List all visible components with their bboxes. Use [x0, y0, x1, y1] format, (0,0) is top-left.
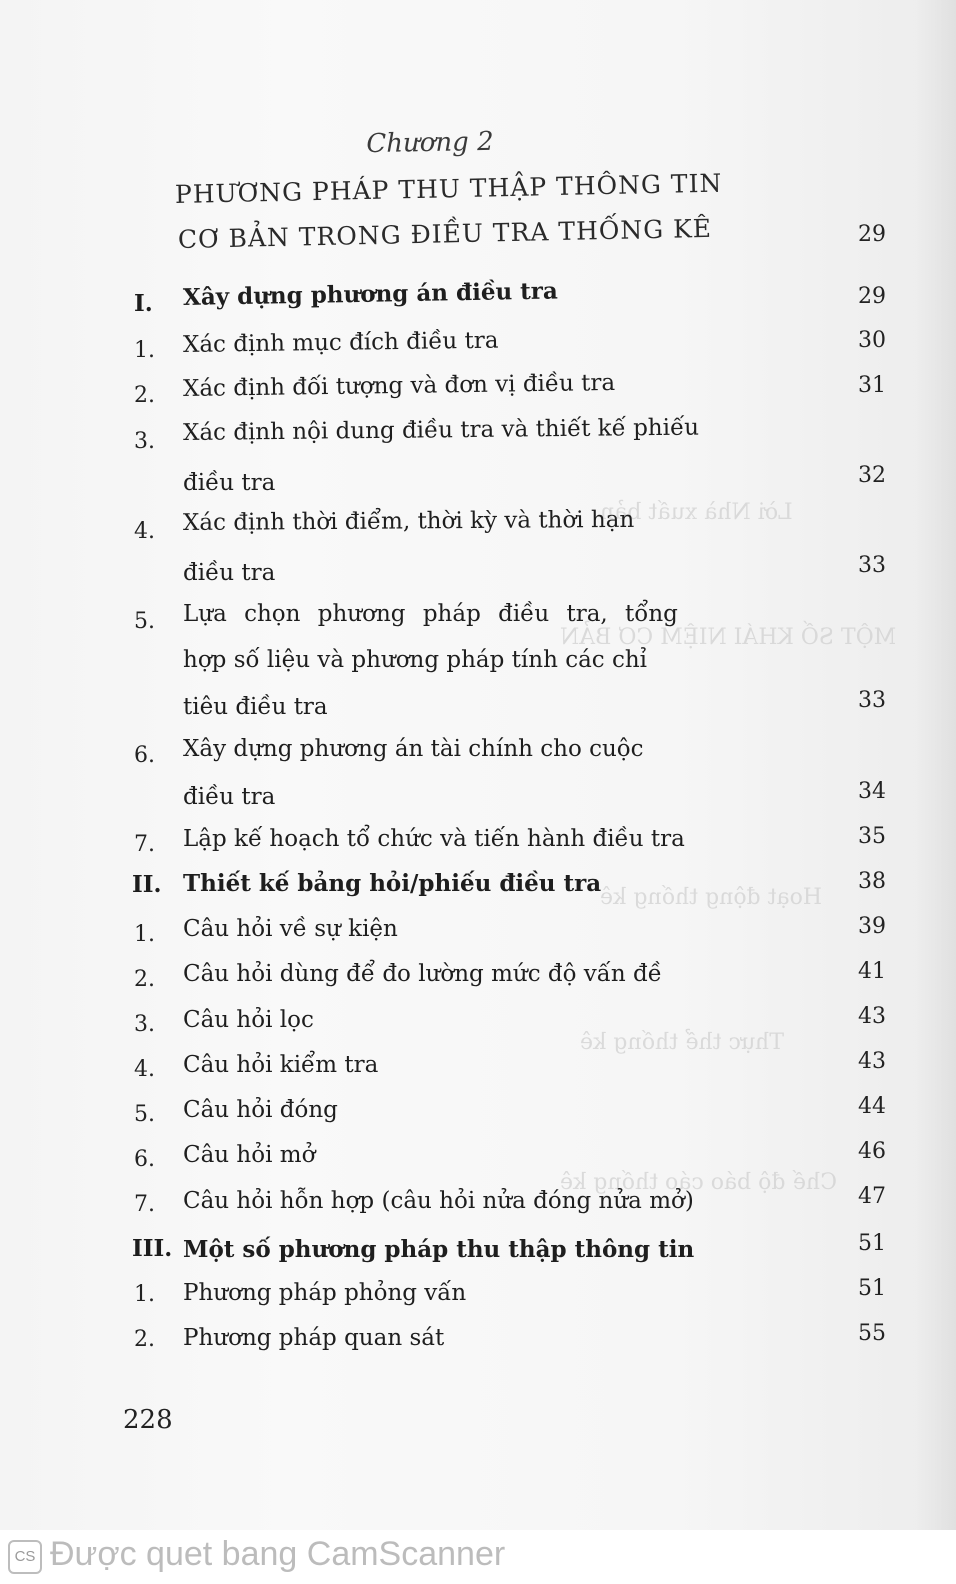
item-page: 43: [858, 1004, 886, 1029]
item-page: 46: [858, 1139, 886, 1164]
item-marker: 4.: [134, 1057, 155, 1082]
show-through-text: Hoạt động thống kê: [600, 885, 823, 910]
item-marker: 1.: [134, 338, 155, 363]
item-title: Câu hỏi mở: [183, 1142, 316, 1168]
item-title: Xác định đối tượng và đơn vị điều tra: [182, 369, 616, 402]
chapter-title-line1: PHƯƠNG PHÁP THU THẬP THÔNG TIN: [174, 168, 723, 209]
item-page: 41: [858, 959, 886, 984]
item-page: 33: [858, 553, 886, 578]
item-marker: 2.: [134, 383, 155, 408]
page-number: 228: [123, 1405, 173, 1435]
item-page: 33: [858, 688, 886, 713]
item-title: Câu hỏi đóng: [183, 1097, 338, 1123]
item-title: Phương pháp quan sát: [183, 1325, 445, 1351]
item-title: Xác định mục đích điều tra: [182, 327, 499, 358]
camscanner-logo-icon: CS: [8, 1540, 42, 1574]
item-marker: 5.: [134, 609, 155, 634]
item-title: Xác định thời điểm, thời kỳ và thời hạn: [182, 506, 635, 536]
item-marker: 1.: [134, 922, 155, 947]
item-page: 30: [858, 328, 886, 353]
item-title-continued: hợp số liệu và phương pháp tính các chỉ: [183, 647, 648, 673]
section-title: Một số phương pháp thu thập thông tin: [183, 1236, 695, 1263]
item-page: 34: [858, 779, 886, 804]
item-marker: 3.: [134, 429, 155, 454]
item-title: Lựa chọn phương pháp điều tra, tổng: [183, 601, 678, 627]
item-marker: 3.: [134, 1012, 155, 1037]
section-marker: II.: [132, 871, 162, 898]
item-page: 39: [858, 914, 886, 939]
item-marker: 1.: [134, 1282, 155, 1307]
item-title: Câu hỏi kiểm tra: [183, 1052, 379, 1078]
item-title: Lập kế hoạch tổ chức và tiến hành điều tra: [183, 826, 685, 852]
item-title: Câu hỏi về sự kiện: [183, 916, 398, 942]
section-page: 38: [858, 869, 886, 894]
item-marker: 7.: [134, 832, 155, 857]
show-through-text: Thực thể thống kê: [580, 1030, 784, 1055]
item-page: 55: [858, 1321, 886, 1346]
show-through-text: Chế độ báo cáo thống kê: [560, 1170, 838, 1195]
scanner-watermark: Được quet bang CamScanner: [50, 1535, 506, 1573]
item-marker: 6.: [134, 1147, 155, 1172]
item-marker: 4.: [134, 519, 155, 544]
chapter-heading: Chương 2: [366, 126, 494, 160]
item-marker: 7.: [134, 1192, 155, 1217]
show-through-text: Lời Nhà xuất bản: [600, 500, 793, 525]
item-page: 32: [858, 463, 886, 488]
show-through-text: MỘT SỐ KHÁI NIỆM CƠ BẢN: [560, 625, 897, 650]
item-title-continued: điều tra: [183, 560, 276, 586]
item-title: Xác định nội dung điều tra và thiết kế phiếu: [182, 414, 700, 446]
section-marker: I.: [134, 290, 153, 317]
item-marker: 6.: [134, 743, 155, 768]
item-title: Câu hỏi lọc: [183, 1007, 314, 1033]
section-page: 29: [858, 284, 886, 309]
item-title: Câu hỏi dùng để đo lường mức độ vấn đề: [183, 961, 662, 987]
chapter-page-number: 29: [858, 222, 886, 247]
item-marker: 5.: [134, 1102, 155, 1127]
item-title: Xây dựng phương án tài chính cho cuộc: [183, 736, 644, 762]
section-title: Xây dựng phương án điều tra: [182, 277, 559, 311]
section-page: 51: [858, 1231, 886, 1256]
chapter-title-line2: CƠ BẢN TRONG ĐIỀU TRA THỐNG KÊ: [177, 213, 713, 254]
section-title: Thiết kế bảng hỏi/phiếu điều tra: [183, 870, 602, 897]
item-page: 35: [858, 824, 886, 849]
item-title: Phương pháp phỏng vấn: [183, 1280, 467, 1306]
item-page: 44: [858, 1094, 886, 1119]
item-title-continued: tiêu điều tra: [183, 694, 328, 720]
item-page: 51: [858, 1276, 886, 1301]
section-marker: III.: [132, 1235, 173, 1262]
item-page: 43: [858, 1049, 886, 1074]
item-title-continued: điều tra: [183, 470, 276, 496]
item-page: 31: [858, 373, 886, 398]
item-marker: 2.: [134, 967, 155, 992]
item-title: Câu hỏi hỗn hợp (câu hỏi nửa đóng nửa mở): [183, 1188, 694, 1214]
item-marker: 2.: [134, 1327, 155, 1352]
item-title-continued: điều tra: [183, 784, 276, 810]
item-page: 47: [858, 1184, 886, 1209]
